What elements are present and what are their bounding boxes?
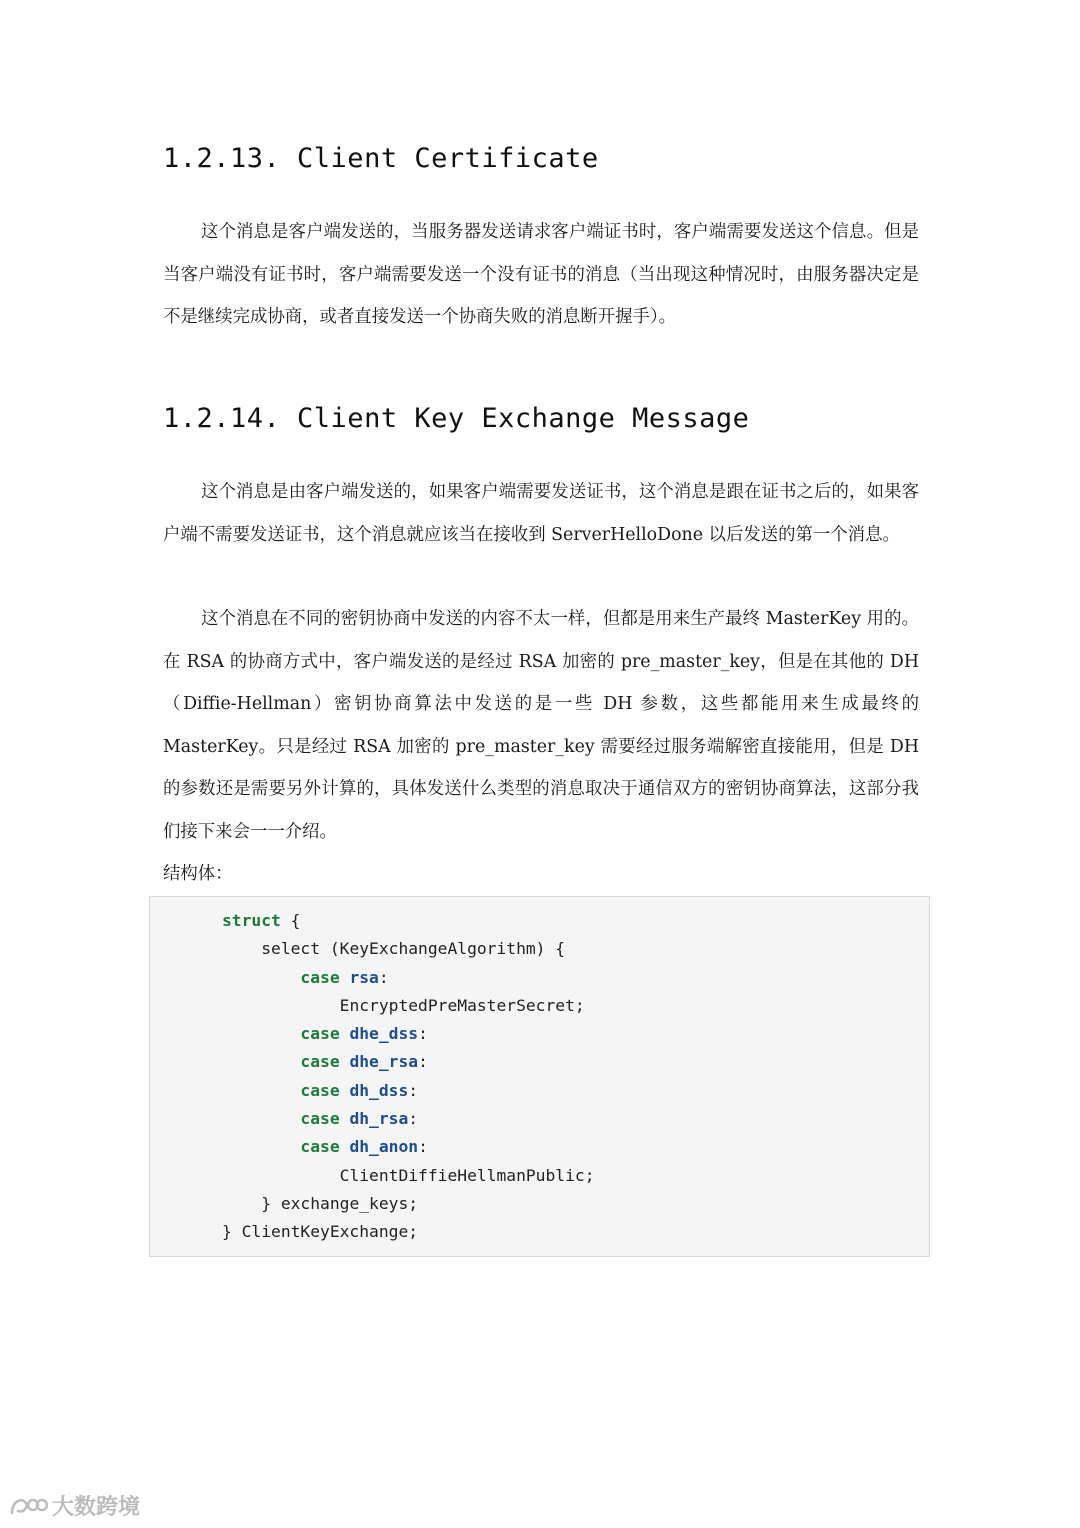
code-listing [222,907,595,1247]
code-line: struct { [222,911,301,930]
code-value: dh_rsa [349,1109,409,1129]
code-keyword: case [300,1109,340,1129]
code-value: dhe_dss [349,1024,419,1044]
code-line: case dhe_rsa: [300,1052,428,1072]
section-heading-client-key-exchange: 1.2.14. Client Key Exchange Message [163,403,750,434]
code-line: case dh_rsa: [300,1109,419,1129]
paragraph-client-certificate: 这个消息是客户端发送的，当服务器发送请求客户端证书时，客户端需要发送这个信息。但是当客户端没有证书时，客户端需要发送一个没有证书的消息（当出现这种情况时，由服务器决定是不是继续完成协商，或者直接发送一个协商失败的消息断开握手）。 [163,222,919,327]
watermark-text: 大数跨境 [52,1495,141,1520]
code-value: dh_anon [349,1137,419,1157]
section-heading-client-certificate: 1.2.13. Client Certificate [163,143,599,174]
code-keyword: case [300,1024,340,1044]
code-line: case dhe_dss: [300,1024,428,1044]
code-line: } ClientKeyExchange; [222,1222,419,1242]
watermark [8,1490,140,1521]
code-line: EncryptedPreMasterSecret; [339,995,585,1015]
code-block [149,896,930,1257]
code-line: case rsa: [300,967,389,987]
code-line: case dh_dss: [300,1080,419,1100]
paragraph-client-key-exchange-details: 这个消息在不同的密钥协商中发送的内容不太一样，但都是用来生产最终 MasterKey 用的。在 RSA 的协商方式中，客户端发送的是经过 RSA 加密的 pre_master_key，但是在其他的 DH（Diffie-Hellman）密钥协商算法中发送的是一些 DH 参数，这些都能用来生成最终的 MasterKey。只是经过 RSA 加密的 pre_master_key 需要经过服务端解密直接能用，但是 DH 的参数还是需要另外计算的，具体发送什么类型的消息取决于通信双方的密钥协商算法，这部分我们接下来会一一介绍。 [163,609,919,842]
code-line: select (KeyExchangeAlgorithm) { [261,939,566,959]
code-keyword: case [300,1137,340,1157]
watermark-logo-icon [8,1493,48,1519]
structure-label: 结构体： [163,864,233,884]
code-keyword: case [300,967,340,987]
code-value: dhe_rsa [349,1052,419,1072]
code-keyword: struct [222,911,281,930]
code-keyword: case [300,1080,340,1100]
code-line: ClientDiffieHellmanPublic; [339,1165,595,1185]
code-line: case dh_anon: [300,1137,428,1157]
code-keyword: case [300,1052,340,1072]
code-line: } exchange_keys; [261,1193,419,1213]
code-value: dh_dss [349,1080,409,1100]
paragraph-client-key-exchange-intro: 这个消息是由客户端发送的，如果客户端需要发送证书，这个消息是跟在证书之后的，如果客户端不需要发送证书，这个消息就应该当在接收到 ServerHelloDone 以后发送的第一个消息。 [163,482,919,545]
code-value: rsa [349,967,379,987]
